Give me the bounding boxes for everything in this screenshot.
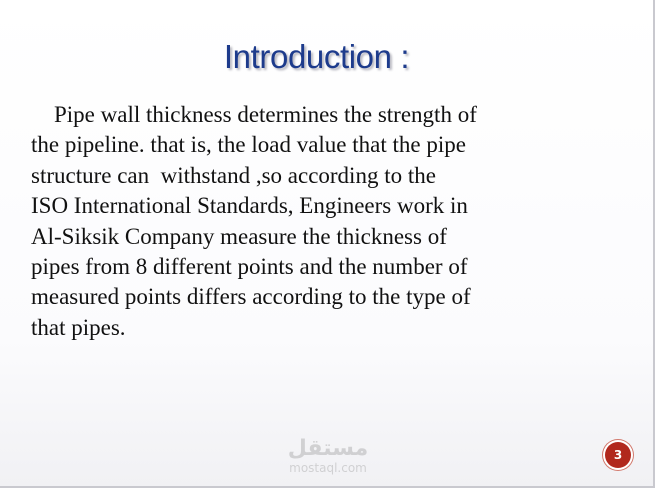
body-line: that pipes. xyxy=(31,314,126,340)
watermark-latin-text: mostaql.com xyxy=(289,461,367,475)
page-number-badge: 3 xyxy=(605,442,631,468)
body-line: the pipeline. that is, the load value that the pipe xyxy=(31,132,466,158)
slide-body-text xyxy=(31,100,546,343)
body-line: Pipe wall thickness determines the strength of xyxy=(31,102,477,127)
slide-title: Introduction : xyxy=(223,38,410,75)
watermark-arabic-text: مستقل xyxy=(287,436,369,461)
body-line: structure can withstand ,so according to the xyxy=(31,162,436,188)
body-line: measured points differs according to the type of xyxy=(31,284,471,310)
body-line: ISO International Standards, Engineers work in xyxy=(31,193,468,219)
body-line: pipes from 8 different points and the number of xyxy=(31,254,468,280)
mostaql-watermark-logo xyxy=(276,437,380,479)
body-line: Al-Siksik Company measure the thickness of xyxy=(31,223,447,249)
